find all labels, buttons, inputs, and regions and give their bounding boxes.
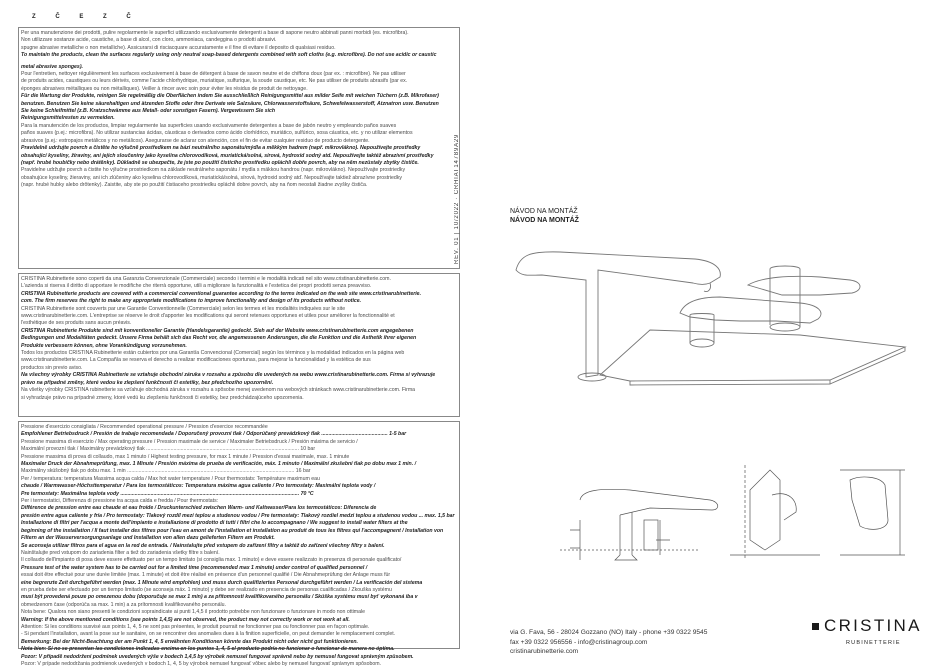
guarantee-line: CRISTINA Rubinetterie Produkte sind mit konventioneller Garantie (Handelsgarantie) gedeckt. Sieh auf der Website www.cristinarubinetterie.com angegebenen: [21, 327, 414, 334]
logo-subtitle: RUBINETTERIE: [846, 640, 901, 646]
pressure-line: Filtern an der Wasserversorgungsanlage und Installation von allen dazu gelieferten Filtern am Produkt.: [21, 535, 275, 542]
pressure-line: en prueba debe ser efectuado por un tiempo limitado (se aconseja máx. 1 minuto) y debe ser realizado en presencia de personas cualificadas / Zkouška systému: [21, 586, 392, 593]
guarantee-line: CRISTINA Rubinetterie sont couverts par une Garantie Conventionnelle (Commerciale) selon les termes et les modalités indiquées sur le site: [21, 305, 346, 312]
cristina-logo: [812, 618, 932, 658]
cleaning-line: Non utilizzare sostanze acide, caustiche, a base di alcol, con cloro, ammoniaca, candeggina o prodotti abrasivi.: [21, 37, 277, 44]
drawing-front-view: [750, 470, 780, 550]
cleaning-line: Pravidelně udržujte povrch a čistěte ho výlučně prostředkem na bázi neutrálního saponátu/mýdla a měkkým hadrem (např. mikrovlákno). Nepoužívejte prostředky: [21, 145, 421, 152]
spout-base: [578, 373, 606, 381]
manual-title-line1: NÁVOD NA MONTÁŽ: [510, 208, 578, 215]
pressure-line: Installazione di filtri per l'acqua a monte dell'impianto e installazione di prodotto di tutti i filtri che lo accompagnano / We suggest to install water filters at the: [21, 520, 408, 527]
product-photo: [500, 225, 920, 395]
pressure-line: musí být provedená pouze po omezenou dobu (doporučuje se max 1 min) a za přítomnosti kvalifikovaného personálu / Skúška systému musí byť vykonaná iba v: [21, 594, 418, 601]
pressure-line: Per i termostatici, Differenza di pressione tra acqua calda e fredda / Pour thermostats:: [21, 498, 219, 505]
language-header: Z Č E Z Č: [32, 14, 140, 20]
pressure-line: Bemerkung: Bei der Nicht-Beachtung der am Punkt 1, 4, 5 erwähnten Konditionen könnte das Produkt nicht oder nicht gut funktionieren.: [21, 638, 358, 645]
guarantee-line: Na všechny výrobky CRISTINA Rubinetterie se vztahuje obchodní záruka v rozsahu a způsobu dle uvedených na webu www.cristinarubinetterie.com. Firma si vyhrazuje: [21, 372, 436, 379]
guarantee-line: com. The firm reserves the right to make any appropriate modifications to improve functionality and design of its products without notice.: [21, 298, 362, 305]
pressure-line: Différence de pression entre eau chaude et eau froide / Druckunterschied zwischen Warm- und Kaltwasser/Para los termostáticos: Diferencia de: [21, 505, 377, 512]
cleaning-line: Sie keine Schleifmittel (z.B. Kratzschwämme aus Metall- oder sonstigen Fasern). Vergewissern Sie sich: [21, 108, 276, 115]
pressure-line: Empfohlener Betriebsdruck / Presión de trabajo recomendada / Doporučený provozní tlak / Odporúčaný prevádzkový tlak .............................................. 1-5 bar: [21, 431, 407, 438]
pressure-line: Nota bene: Qualora non siano presenti le condizioni sopraindicate ai punti 1,4,5 il prodotto potrebbe non funzionare o funzionare in modo non ottimale: [21, 609, 366, 616]
pressure-line: Pre termostaty: Maximálna teplota vody ............................................................................................................................ 70 °C: [21, 490, 314, 497]
guarantee-box: [18, 273, 460, 417]
pressure-line: Pozor: V prípade nedodržania podmienok uvedených v bodoch 1, 4, 5 by výrobok nemusel fungovať vôbec alebo by nemusel fungovať správnym spôsobom.: [21, 661, 382, 667]
pressure-line: Pressione massima di prova di collaudo, max 1 minuto / Highest testing pressure, for max 1 minute / Pression d'essai maximale, max. 1 minute: [21, 453, 350, 460]
cleaning-line: Reinigungsmittelresten zu vermeiden.: [21, 115, 115, 122]
guarantee-line: CRISTINA Rubinetterie products are covered with a commercial conventional guarantee according to the terms indicated on the web site www.cristinarubinetterie.: [21, 290, 422, 297]
guarantee-line: Produkte verbessern können, ohne Vorankündigung vorzunehmen.: [21, 342, 187, 349]
pressure-line: Per / temperatura: temperatura Massima acqua calda / Max hot water temperature / Pour thermostats: Température maximum eau: [21, 475, 320, 482]
instructions-column: [18, 14, 460, 667]
pressure-line: eine begrenzte Zeit durchgeführt werden (max. 1 Minute wird empfohlen) und muss durch qualifiziertes Personal durchgeführt werden / La verificación del sistema: [21, 579, 423, 586]
pressure-line: Il collaudo dell'impianto di posa deve essere effettuato per un tempo limitato (si consiglia max. 1 minuto) e deve essere realizzato in presenza di personale qualificato/: [21, 557, 402, 564]
guarantee-line: si vyhradzuje právo na prípadné zmeny, ktoré vedú ku zlepšeniu funkčnosti či estetiky, bez predchádzajúceho upozornenia.: [21, 394, 304, 401]
guarantee-line: Todos los productos CRISTINA Rubinetterie están cubiertos por una Garantía Convencional (Comercial) según los términos y la modalidad indicados en la página web: [21, 350, 405, 357]
pressure-line: Nota bien: Si no se presentan las condiciones indicadas encima en los puntos 1, 4, 5 el producto podría no funcionar o funcionar de manera no óptima.: [21, 646, 395, 653]
guarantee-line: www.cristinarubinetterie.com. L'entreprise se réserve le droit d'apporter les modifications qui seront retenues opportunes et utiles pour améliorer la fonctionnalité et: [21, 313, 395, 320]
cleaning-line: (napr. hrubé hubky alebo drôtenky). Zaistite, aby ste po použití čistiaceho prostriedku opláchli dobre povrch, aby na ňom neostali žiadne zvyšky čističa.: [21, 182, 368, 189]
deck-plate: [600, 330, 905, 381]
manual-title-line2: NÁVOD NA MONTÁŽ: [510, 216, 579, 224]
cleaning-line: Per una manutenzione dei prodotti, pulire regolarmente le superfici utilizzando esclusivamente detergenti a base di sapone neutro abbinati panni morbidi (es. microfibra).: [21, 30, 409, 36]
pressure-line: Maximaler Druck der Abnahmeprüfung, max. 1 Minute / Presión máxima de prueba de verificación, máx. 1 minuto / Maximální zkušební tlak po dobu max 1 min. /: [21, 461, 417, 468]
cleaning-line: paños suaves (p.ej.: microfibra). No utilizar sustancias ácidas, cáusticas o derivados como ácido clorhídrico, muriático, sulfúrico, sosa cáustica, etc. y no utilizar elementos: [21, 130, 413, 137]
pressure-box: [18, 421, 460, 667]
handle-body: [770, 266, 800, 327]
guarantee-line: Na všetky výrobky CRISTINA rubinetterie sa vzťahuje obchodná záruka v rozsahu a spôsobe menej uvedenom na webových stránkach www.cristinarubinetterie.com. Firma: [21, 387, 416, 394]
guarantee-line: L'azienda si riserva il diritto di apportare le modifiche che riterrà opportune, utili a migliorare la funzionalità e l'estetica dei propri prodotti senza preavviso.: [21, 283, 372, 290]
pressure-line: chaude / Warmwasser-Höchsttemperatur / Para los termostáticos: Temperatura máxima agua caliente / Pro termostaty: Maximální teplota vody /: [21, 483, 376, 490]
guarantee-line: právo na případné změny, které vedou ke zlepšení funkčnosti či estetiky, bez předchozího upozornění.: [21, 379, 274, 386]
cleaning-line: (např. hrubé houbičky nebo drátěnky). Důkladně se ubezpečte, že jste po použití čisticího prostředku opláchli dobře povrch, aby na něm nezůstaly zbytky čističe.: [21, 159, 419, 166]
logo-wordmark: CRISTINA: [824, 616, 922, 635]
manual-title: [510, 208, 579, 225]
pressure-line: Pressione massima di esercizio / Max operating pressure / Pression maximale de service / Maximaler Betriebsdruck / Presión máxima de servicio /: [21, 438, 358, 445]
pressure-line: Pozor: V případě nedodržení podmínek uvedených výše v bodech 1,4,5 by výrobek nemusel fungovat správně nebo by nemusel fungovat správným způsobem.: [21, 653, 414, 660]
pressure-line: Maximální provozní tlak / Maximálny prevádzkový tlak .......................................................................................................... 10 bar: [21, 446, 316, 453]
cleaning-box: [18, 27, 460, 269]
logo-square-icon: [812, 623, 819, 630]
cleaning-line: abrasivos (p.ej.: estropajos metálicos y no metálicos). Asegurarse de aclarar con atención, con el fin de evitar cualquier residuo de producto detergente.: [21, 137, 370, 144]
pressure-line: obmedzenom čase (odporúča sa max. 1 min) a za prítomnosti kvalifikovaného personálu.: [21, 601, 227, 608]
drawing-spout-profile: [580, 489, 718, 515]
pressure-line: Se aconseja utilizar filtros para el agua en la red de entrada. / Nainstalujte před vstupem do zařízení filtry a taktéž do zařízení všechny filtry s balení.: [21, 542, 385, 549]
guarantee-line: CRISTINA Rubinetterie sono coperti da una Garanzia Convenzionale (Commerciale) secondo i termini e le modalità indicati nel sito www.cristinarubinetterie.com.: [21, 276, 391, 282]
revision-code: REV. 01 | 10/2022 · CRHIAT14789A29: [454, 133, 460, 264]
pressure-line: Attention: Si les conditions susvisé aux points 1, 4, 5 ne sont pas présentes, le produit pourrait ne fonctionner pas ou fonctionner pas en façon optimale.: [21, 623, 370, 630]
pressure-line: essai doit être effectué pour une durée limitée (max. 1 minute) et doit être réalisé en présence d'un personnel qualifié / Die Abnahmeprüfung der Anlage muss für: [21, 572, 391, 579]
company-address: via G. Fava, 56 - 28024 Gozzano (NO) Italy - phone +39 0322 9545: [510, 629, 708, 636]
cleaning-line: obsahující kyseliny, žíraviny, ani jejich sloučeniny jako kyselina chlorovodíková, muriatická/solná, sírová, hydroxid sodný atd. Nepoužívejte taktéž abrazivní prostředky: [21, 152, 434, 159]
cleaning-line: Pravidelne udržujte povrch a čistite ho výlučne prostriedkom na základe neutrálneho saponátu / mydla s mäkkou handrou (napr. mikrovlákno). Nepoužívajte prostriedky: [21, 167, 406, 174]
company-footer: [510, 628, 707, 657]
pressure-line: Nainštalujte pred vstupom do zariadenia filter a tiež do zariadenia všetky filtre s balení.: [21, 549, 220, 556]
cleaning-line: Para la manutención de los productos, limpiar regularmente las superficies usando exclusivamente detergentes a base de jabón neutro y empleando paños suaves: [21, 122, 397, 129]
company-contacts: fax +39 0322 956556 - info@cristinagroup.com: [510, 638, 648, 646]
guarantee-line: www.cristinarubinetterie.com. La Compañía se reserva el derecho a realizar modificaciones oportunas, para mejorar la funcionalidad y la estética de sus: [21, 357, 371, 364]
cleaning-line: éponges abrasives métalliques ou non métalliques). Veiller à rincer avec soin pour éviter les résidus de produit de nettoyage.: [21, 85, 308, 92]
pressure-line: presión entre agua caliente y fría / Pro termostaty: Tlakový rozdíl mezi teplou a studenou vodou / Pre termostaty: Tlakový rozdiel medzi teplou a studenou vodou ... max. 1,5 bar: [21, 512, 455, 519]
cleaning-line: benutzen. Benutzen Sie keine säurehaltigen und ätzenden Stoffe oder ihre Derivate wie Salzsäure, Chlorwasserstoffsäure, Schwefelwasserstoff, Ätznatron usw. Benutzen: [21, 100, 439, 107]
cleaning-line: obsahujúce kyseliny, žieraviny, ani ich zlúčeniny ako kyselina chlorovodíková, muriatická/solná, sírová, hydroxid sodný atď. Nepoužívajte taktiež abrazívne prostriedky: [21, 174, 403, 181]
pressure-line: Warning: If the above mentioned conditions (see points 1,4,5) are not observed, the product may not correctly work or not work at all.: [21, 616, 350, 623]
pressure-line: Maximálny skúšobný tlak po dobu max. 1 min .................................................................................................................... 16 bar: [21, 468, 311, 475]
cleaning-line: To maintain the products, clean the surfaces regularly using only neutral soap-based detergents combined with soft cloths (e.g. microfibre). Do not use acidic or caustic: [21, 52, 437, 59]
guarantee-line: l'esthétique de ses produits sans aucun préavis.: [21, 320, 132, 327]
pressure-line: beginning of the installation / Il faut installer des filtres pour l'eau en amont de l'installation et installation au produit de tous les filtres qui l'accompagnent / Installation von: [21, 527, 444, 534]
pressure-line: Pressure test of the water system has to be carried out for a limited time (recommended max 1 minute) under control of qualified personnel /: [21, 564, 368, 571]
drawing-side-view: [850, 477, 888, 529]
guarantee-line: productos sin previo aviso.: [21, 364, 83, 371]
guarantee-line: Bedingungen und Modalitäten gedeckt. Unsere Firma behält sich das Recht vor, die angemessenen Änderungen, die die Funktion und die Ästhetik ihrer eigenen: [21, 335, 417, 342]
technical-drawing: [560, 460, 920, 570]
pressure-line: Pressione d'esercizio consigliata / Recommended operational pressure / Pression d'exercice recommandée: [21, 424, 268, 430]
pressure-line: - Si pendant l'installation, avant la pose sur le sanitaire, on se rencontrer des anomalies dues à la finition superficielle, on peut demander le remplacement complet.: [21, 631, 396, 638]
cleaning-line: spugne abrasive metalliche o non metalliche). Assicurarsi di risciacquare accuratamente e il fine di evitare il deposito di qualsiasi residuo.: [21, 44, 336, 51]
cleaning-line: Für die Wartung der Produkte, reinigen Sie regelmäßig die Oberflächen indem Sie ausschließlich Reinigungsmittel aus milder Seife mit weichen Tüchern (z.B. Mikrofaser): [21, 93, 439, 100]
company-website: cristinarubinetterie.com: [510, 648, 579, 655]
cleaning-line: metal abrasive sponges).: [21, 63, 83, 70]
mixer-base: [690, 339, 714, 347]
cleaning-line: Pour l'entretien, nettoyer régulièrement les surfaces exclusivement à base de détergent à base de savon neutre et de chiffons doux (par ex. : microfibre). Ne pas utiliser: [21, 71, 406, 78]
cleaning-line: de produits acides, caustiques ou leurs dérivés, comme l'acide chlorhydrique, muriatique, sulfurique, la soude caustique, etc. Ne pas utiliser de produits abrasifs (par ex.: [21, 78, 408, 85]
